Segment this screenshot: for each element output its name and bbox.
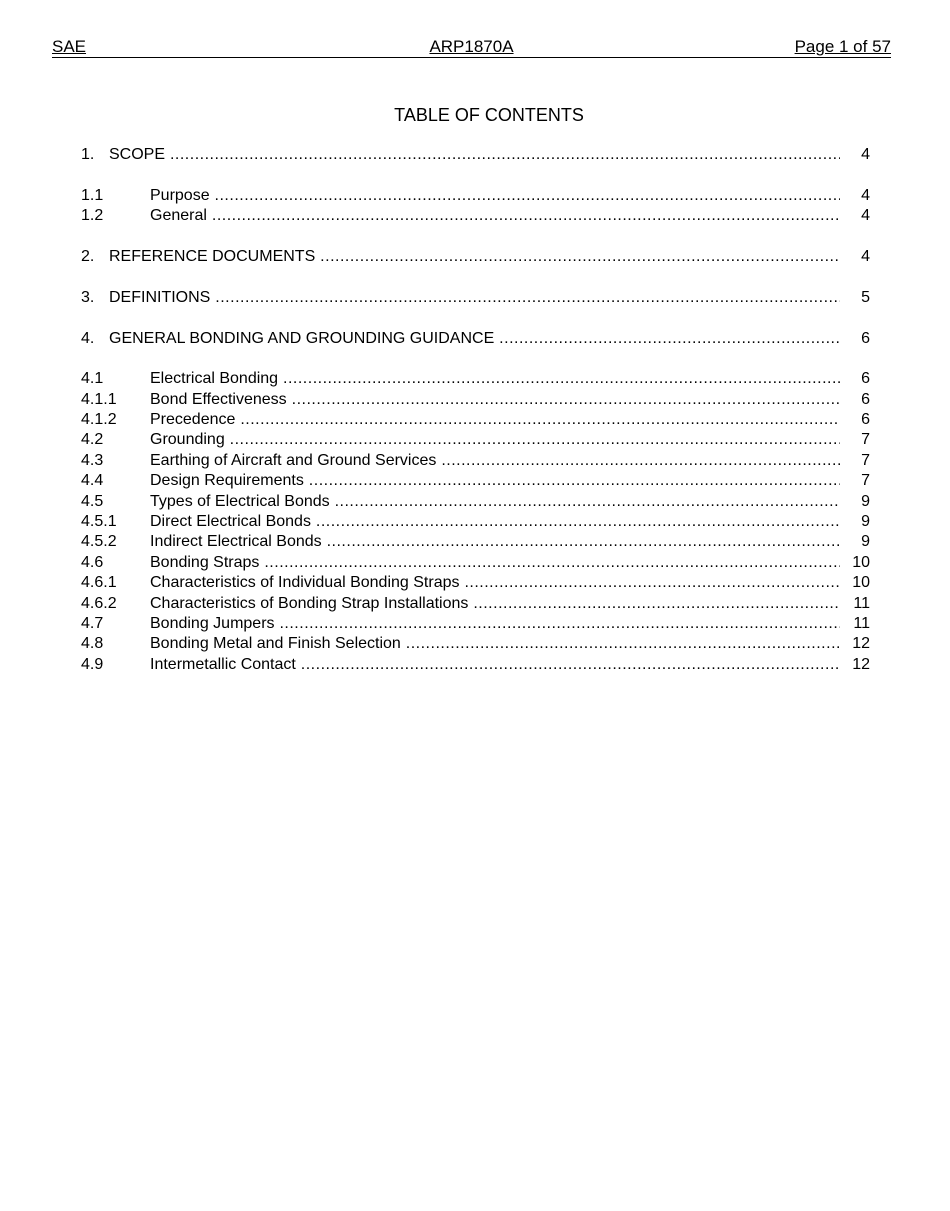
toc-entry-title: Intermetallic Contact xyxy=(150,655,296,673)
toc-entry-title: DEFINITIONS xyxy=(109,288,211,306)
toc-entry-4-1[interactable] xyxy=(81,369,870,389)
toc-entry-3[interactable] xyxy=(81,288,870,308)
toc-entry-4-3[interactable] xyxy=(81,451,870,471)
toc-entry-title: General xyxy=(150,207,207,225)
toc-entry-page: 9 xyxy=(840,532,870,552)
toc-entry-page: 10 xyxy=(840,553,870,573)
toc-entry-number: 4.6.1 xyxy=(81,574,117,592)
toc-entry-title: REFERENCE DOCUMENTS xyxy=(109,247,316,265)
toc-entry-page: 6 xyxy=(840,329,870,349)
toc-entry-4-1-1[interactable] xyxy=(81,390,870,410)
toc-entry-number: 4.1.1 xyxy=(81,390,117,408)
toc-entry-page: 9 xyxy=(840,512,870,532)
toc-entry-4-2[interactable] xyxy=(81,430,870,450)
toc-entry-page: 4 xyxy=(840,186,870,206)
toc-entry-1-2[interactable] xyxy=(81,206,870,226)
toc-entry-number: 1.2 xyxy=(81,207,104,225)
toc-entry-title: SCOPE xyxy=(109,146,166,163)
toc-entry-page: 6 xyxy=(840,390,870,410)
toc-entry-4-6-1[interactable] xyxy=(81,573,870,593)
toc-entry-number: 4.8 xyxy=(81,635,104,653)
toc-entry-4-1-2[interactable] xyxy=(81,410,870,430)
toc-entry-title: Characteristics of Bonding Strap Installations xyxy=(150,594,469,612)
toc-entry-4[interactable] xyxy=(81,329,870,349)
toc-entry-4-5-2[interactable] xyxy=(81,532,870,552)
toc-entry-4-4[interactable] xyxy=(81,471,870,491)
toc-entry-number: 3. xyxy=(81,288,95,306)
table-of-contents xyxy=(81,145,870,675)
toc-entry-page: 11 xyxy=(840,594,870,614)
toc-entry-4-8[interactable] xyxy=(81,634,870,654)
toc-entry-1[interactable] xyxy=(81,145,870,165)
header-document-number: ARP1870A xyxy=(429,37,514,56)
toc-entry-page: 10 xyxy=(840,573,870,593)
toc-entry-page: 7 xyxy=(840,471,870,491)
toc-entry-page: 12 xyxy=(840,634,870,654)
toc-title: TABLE OF CONTENTS xyxy=(394,105,584,125)
toc-entry-number: 1. xyxy=(81,146,95,163)
toc-entry-number: 4.3 xyxy=(81,451,104,469)
toc-entry-number: 4.2 xyxy=(81,431,104,449)
toc-entry-title: Characteristics of Individual Bonding Straps xyxy=(150,574,460,592)
toc-entry-number: 4.9 xyxy=(81,655,104,673)
toc-entry-number: 4.1 xyxy=(81,370,104,388)
toc-entry-4-5[interactable] xyxy=(81,492,870,512)
toc-entry-title: Bonding Jumpers xyxy=(150,614,275,632)
toc-entry-number: 4.5.1 xyxy=(81,513,117,531)
toc-entry-4-6[interactable] xyxy=(81,553,870,573)
toc-entry-number: 4.6 xyxy=(81,553,104,571)
toc-entry-4-7[interactable] xyxy=(81,614,870,634)
toc-entry-4-5-1[interactable] xyxy=(81,512,870,532)
toc-entry-number: 2. xyxy=(81,247,95,265)
toc-entry-title: Bond Effectiveness xyxy=(150,390,287,408)
toc-entry-title: Types of Electrical Bonds xyxy=(150,492,330,510)
toc-entry-1-1[interactable] xyxy=(81,186,870,206)
header-organization: SAE xyxy=(52,37,87,56)
toc-entry-4-9[interactable] xyxy=(81,655,870,675)
toc-entry-page: 6 xyxy=(840,369,870,389)
toc-entry-title: Purpose xyxy=(150,186,210,204)
toc-entry-page: 6 xyxy=(840,410,870,430)
toc-entry-title: Earthing of Aircraft and Ground Services xyxy=(150,451,437,469)
toc-entry-number: 4.6.2 xyxy=(81,594,117,612)
toc-entry-title: Bonding Metal and Finish Selection xyxy=(150,635,401,653)
toc-entry-title: Electrical Bonding xyxy=(150,370,279,388)
toc-entry-page: 9 xyxy=(840,492,870,512)
header-page-number: Page 1 of 57 xyxy=(794,37,891,56)
toc-entry-title: Grounding xyxy=(150,431,225,449)
toc-entry-title: Direct Electrical Bonds xyxy=(150,513,311,531)
toc-entry-2[interactable] xyxy=(81,247,870,267)
toc-entry-number: 4.5.2 xyxy=(81,533,117,551)
toc-entry-title: Design Requirements xyxy=(150,472,304,490)
toc-entry-title: GENERAL BONDING AND GROUNDING GUIDANCE xyxy=(109,329,495,347)
toc-entry-4-6-2[interactable] xyxy=(81,594,870,614)
toc-entry-page: 12 xyxy=(840,655,870,675)
toc-entry-title: Indirect Electrical Bonds xyxy=(150,533,322,551)
toc-entry-page: 4 xyxy=(840,145,870,165)
toc-entry-number: 4. xyxy=(81,329,95,347)
toc-entry-number: 4.5 xyxy=(81,492,104,510)
toc-entry-page: 4 xyxy=(840,206,870,226)
toc-entry-number: 4.1.2 xyxy=(81,411,117,429)
toc-entry-page: 11 xyxy=(840,614,870,634)
toc-entry-page: 5 xyxy=(840,288,870,308)
page-header xyxy=(52,37,891,58)
toc-entry-page: 4 xyxy=(840,247,870,267)
toc-entry-page: 7 xyxy=(840,430,870,450)
toc-entry-page: 7 xyxy=(840,451,870,471)
toc-entry-number: 1.1 xyxy=(81,186,104,204)
toc-entry-number: 4.7 xyxy=(81,614,104,632)
toc-entry-number: 4.4 xyxy=(81,472,104,490)
toc-entry-title: Bonding Straps xyxy=(150,553,260,571)
toc-entry-title: Precedence xyxy=(150,411,236,429)
